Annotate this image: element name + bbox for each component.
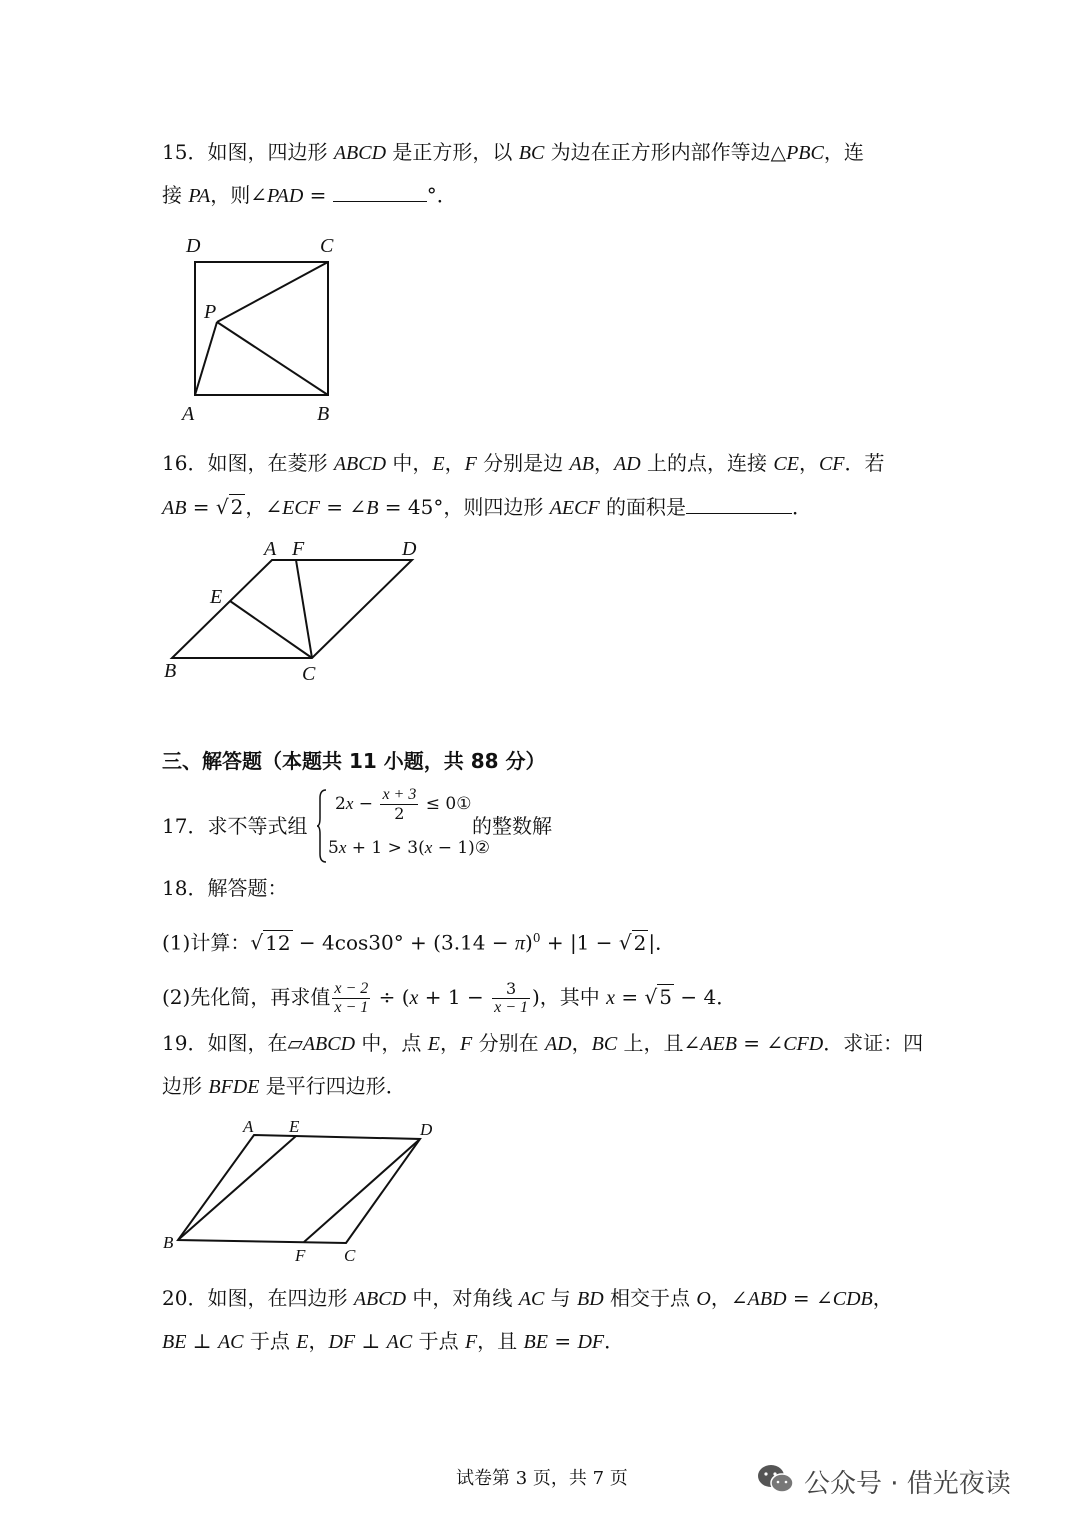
q15-square-figure [180,232,350,427]
label-D: D [402,538,417,560]
q16-rhombus-figure [160,535,430,685]
q17-label: 17．求不等式组 [162,814,308,838]
q19-parallelogram-figure [158,1113,448,1268]
q18-title: 18．解答题： [162,876,288,900]
answer-blank-16 [686,495,792,514]
wechat-icon [756,1462,796,1496]
label-F: F [295,1246,306,1265]
q15-line2: 接 PA，则∠PAD = °． [162,183,457,207]
label-C: C [302,663,316,685]
label-B: B [163,1233,174,1252]
label-A: A [182,403,195,425]
q20-line2: BE ⊥ AC 于点 E，DF ⊥ AC 于点 F，且 BE = DF． [162,1329,625,1353]
q17-brace [316,788,328,864]
label-D: D [186,235,201,257]
page-footer: 试卷第 3 页，共 7 页 [456,1468,628,1489]
label-C: C [320,235,334,257]
answer-blank-15 [333,183,427,202]
label-A: A [243,1117,254,1136]
q16-line1: 16．如图，在菱形 ABCD 中，E，F 分别是边 AB，AD 上的点，连接 CE，CF．若 [162,451,885,475]
label-E: E [210,586,223,608]
q20-line1: 20．如图，在四边形 ABCD 中，对角线 AC 与 BD 相交于点 O，∠ABD = ∠CDB， [162,1286,893,1310]
label-P: P [204,301,217,323]
label-A: A [264,538,277,560]
label-B: B [317,403,330,425]
q19-line2: 边形 BFDE 是平行四边形． [162,1074,406,1098]
label-C: C [344,1246,356,1265]
q15-line1: 15．如图，四边形 ABCD 是正方形，以 BC 为边在正方形内部作等边△PBC，连 [162,140,864,164]
q16-line2: AB = √ 2 ，∠ECF = ∠B = 45°，则四边形 AECF 的面积是 ． [162,495,813,519]
label-F: F [292,538,305,560]
label-B: B [164,660,177,682]
label-D: D [420,1120,433,1139]
section-heading: 三、解答题（本题共 11 小题，共 88 分） [162,749,546,773]
q18-part2: (2)先化简，再求值 $\frac{x - 2}{x - 1}$ ÷ (x + 1 − $\frac{3}{x - 1}$ )，其中 x = √ 5 − 4． [162,979,737,1016]
label-E: E [289,1117,300,1136]
q17-row2: 5x + 1 > 3(x − 1)② [328,838,491,858]
q18-part1: (1)计算：√ $12 - 4\cos 30^\circ + (3.14 - \pi)^0 + |1$ − √ 2 |． [162,930,676,955]
q19-line1: 19．如图，在▱ABCD 中，点 E，F 分别在 AD，BC 上，且∠AEB = ∠CFD．求证：四 [162,1031,924,1055]
q17-tail: 的整数解 [472,814,552,838]
q17-row1: 2x − $\frac{x + 3}{2}$ ≤ 0① [335,786,472,823]
watermark-text: 公众号 · 借光夜读 [804,1469,1011,1499]
